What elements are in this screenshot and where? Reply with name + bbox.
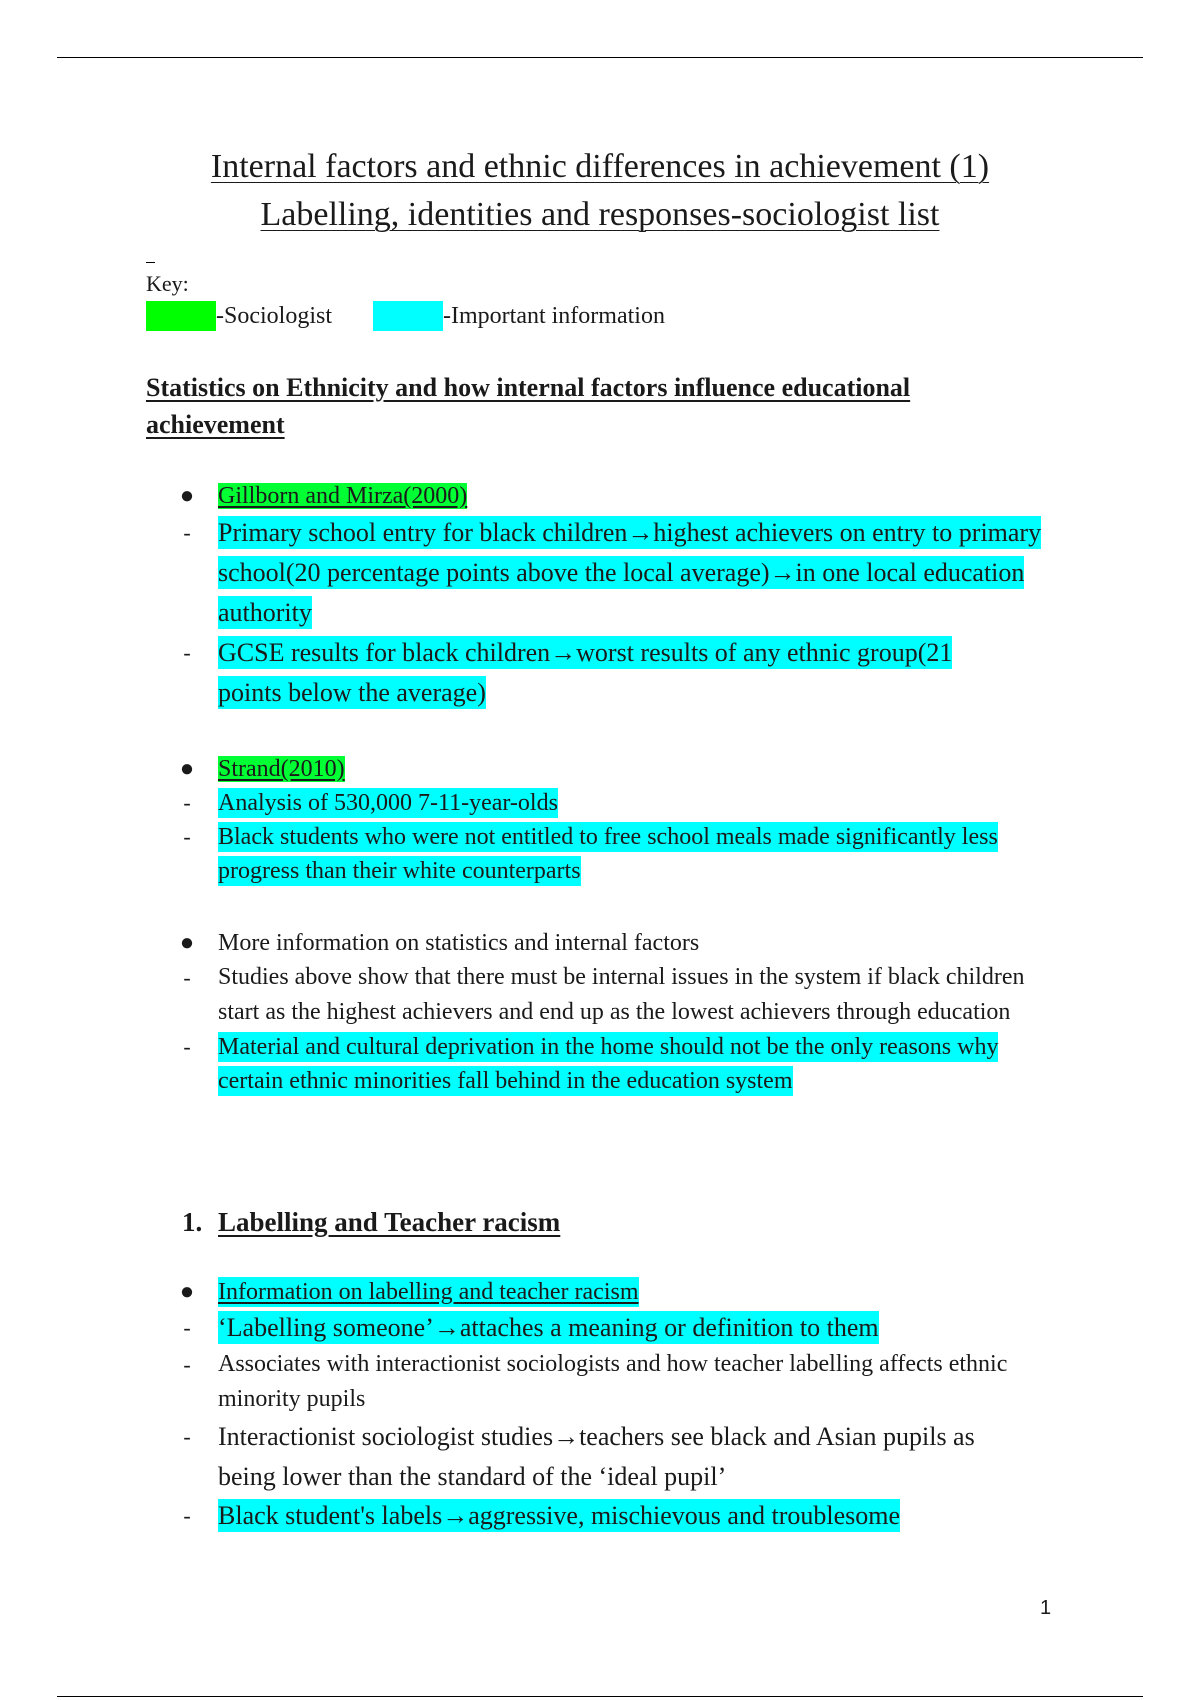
important-information: Black students who were not entitled to free school meals made significantly less progress than their white counterparts [218,824,998,884]
sociologist-name: Strand(2010) [218,756,345,782]
stray-mark [146,262,155,263]
dash-marker: - [183,640,191,665]
sociologist-swatch [146,301,216,331]
document-title-line-2: Labelling, identities and responses-sociologist list [260,196,940,233]
dash-marker: - [183,520,191,545]
important-information: GCSE results for black children→worst results of any ethnic group(21 points below the average) [218,638,953,707]
legend-sociologist [146,301,332,331]
bullet-heading: More information on statistics and internal factors [218,930,700,956]
dash-item [0,1417,1200,1497]
dash-item [0,1309,1200,1347]
dash-item [0,1497,1200,1535]
legend-important-information [373,301,665,331]
header-rule [57,57,1143,58]
information-block-labelling [0,1275,1200,1535]
dash-marker: - [183,965,191,990]
dash-marker: - [183,824,191,849]
item-text: Studies above show that there must be internal issues in the system if black children start as the highest achievers and end up as the lowest achievers through education [218,964,1025,1025]
important-information: Black student's labels→aggressive, mischievous and troublesome [218,1501,900,1530]
numbered-heading [182,1202,560,1242]
dash-marker: - [183,790,191,815]
dash-item [0,513,1200,633]
item-text: Interactionist sociologist studies→teachers see black and Asian pupils as being lower than the standard of the ‘ideal pupil’ [218,1422,975,1491]
bullet-marker: ● [179,483,195,509]
heading-number: 1. [182,1207,203,1237]
dash-marker: - [183,1424,191,1449]
important-information: Primary school entry for black children→highest achievers on entry to primary school(20 percentage points above the local average)→in one local education authority [218,518,1042,627]
bullet-marker: ● [179,1279,195,1305]
important-information: Material and cultural deprivation in the home should not be the only reasons why certain ethnic minorities fall behind in the education system [218,1034,999,1094]
sociologist-legend-label: -Sociologist [216,302,333,329]
dash-marker: - [183,1315,191,1340]
important-information: Analysis of 530,000 7-11-year-olds [218,790,558,816]
bullet-marker: ● [179,756,195,782]
sociologist-block-gillborn-mirza [0,479,1200,713]
bullet-item [0,752,1200,786]
key-label: Key: [146,271,189,296]
document-title-line-1: Internal factors and ethnic differences in achievement (1) [210,148,990,185]
dash-item [0,960,1200,1030]
page-number: 1 [1040,1597,1052,1619]
heading-text: Labelling and Teacher racism [218,1207,561,1237]
important-information-heading: Information on labelling and teacher racism [218,1279,639,1305]
information-block-statistics [0,926,1200,1098]
dash-marker: - [183,1503,191,1528]
dash-item [0,633,1200,713]
bullet-item [0,926,1200,960]
item-text: Associates with interactionist sociologists and how teacher labelling affects ethnic minority pupils [218,1351,1008,1412]
dash-item [0,1030,1200,1098]
bullet-item [0,479,1200,513]
dash-item [0,820,1200,888]
bullet-item [0,1275,1200,1309]
footer-rule [57,1696,1143,1697]
dash-item [0,1347,1200,1417]
sociologist-block-strand [0,752,1200,888]
sociologist-name: Gillborn and Mirza(2000) [218,483,468,509]
important-information-swatch [373,301,443,331]
dash-marker: - [183,1034,191,1059]
dash-item [0,786,1200,820]
section-heading: Statistics on Ethnicity and how internal factors influence educational achievement [146,373,911,439]
important-legend-label: -Important information [443,302,665,329]
important-information: ‘Labelling someone’→attaches a meaning or definition to them [218,1313,879,1342]
dash-marker: - [183,1352,191,1377]
bullet-marker: ● [179,930,195,956]
